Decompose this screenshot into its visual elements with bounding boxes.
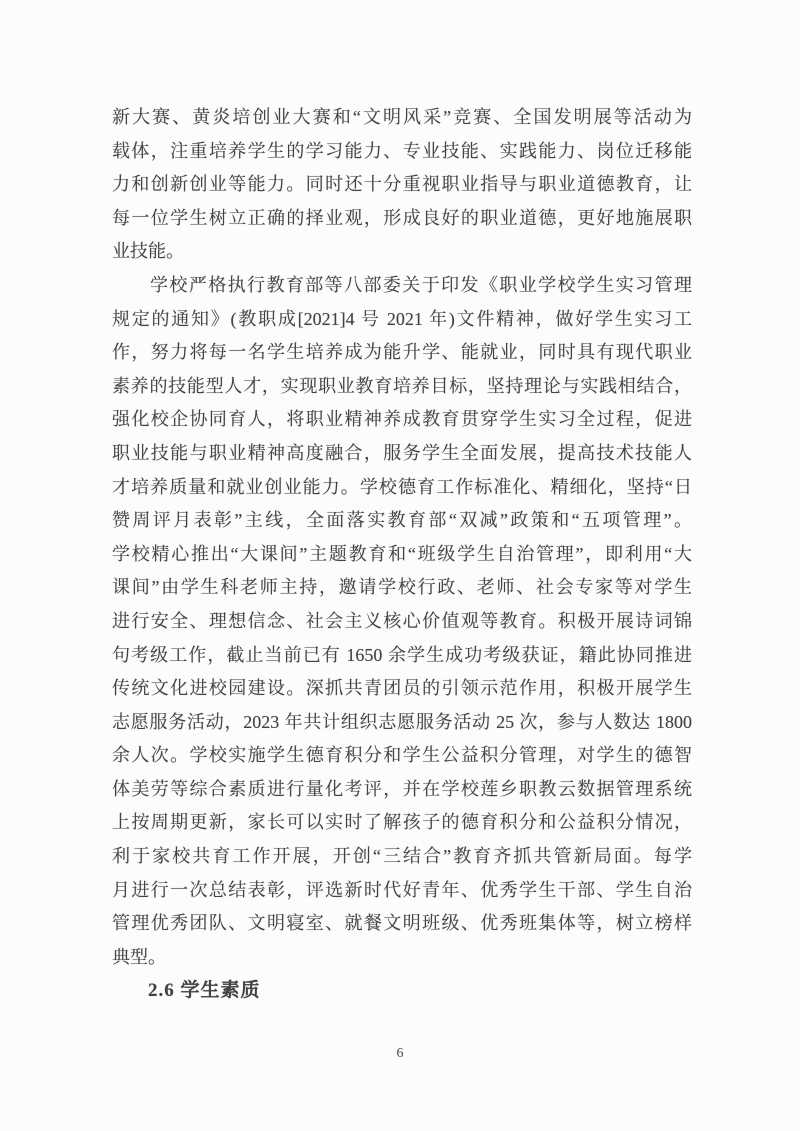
text-line: 典型。 [112,946,166,967]
text-line: 余人次。学校实施学生德育积分和学生公益积分管理，对学生的德智 [112,745,692,766]
text-line: 体美劳等综合素质进行量化考评，并在学校莲乡职教云数据管理系统 [112,778,692,799]
page-number: 6 [396,1046,404,1061]
text-line: 传统文化进校园建设。深抓共青团员的引领示范作用，积极开展学生 [112,678,692,699]
text-line: 赞周评月表彰”主线，全面落实教育部“双减”政策和“五项管理”。 [112,510,692,531]
text-line: 素养的技能型人才，实现职业教育培养目标，坚持理论与实践相结合， [112,375,692,396]
text-line: 才培养质量和就业创业能力。学校德育工作标准化、精细化，坚持“日 [112,476,692,497]
text-line: 志愿服务活动，2023 年共计组织志愿服务活动 25 次，参与人数达 1800 [112,711,692,732]
text-line: 管理优秀团队、文明寝室、就餐文明班级、优秀班集体等，树立榜样 [112,913,692,934]
body-text [112,101,692,974]
paragraph [112,101,692,269]
section-heading: 2.6 学生素质 [148,980,261,1001]
text-line: 每一位学生树立正确的择业观，形成良好的职业道德，更好地施展职 [112,207,692,228]
text-line: 强化校企协同育人，将职业精神养成教育贯穿学生实习全过程，促进 [112,409,692,430]
text-line: 学校严格执行教育部等八部委关于印发《职业学校学生实习管理 [150,274,692,295]
text-line: 力和创新创业等能力。同时还十分重视职业指导与职业道德教育，让 [112,174,692,195]
text-line: 句考级工作，截止当前已有 1650 余学生成功考级获证，籍此协同推进 [112,644,692,665]
text-line: 载体，注重培养学生的学习能力、专业技能、实践能力、岗位迁移能 [112,140,692,161]
text-line: 作，努力将每一名学生培养成为能升学、能就业，同时具有现代职业 [112,342,692,363]
text-line: 上按周期更新，家长可以实时了解孩子的德育积分和公益积分情况， [112,812,692,833]
text-line: 规定的通知》(教职成[2021]4 号 2021 年)文件精神，做好学生实习工 [112,308,692,329]
paragraph [112,269,692,974]
text-line: 业技能。 [112,241,184,262]
text-line: 课间”由学生科老师主持，邀请学校行政、老师、社会专家等对学生 [112,577,692,598]
text-line: 利于家校共育工作开展，开创“三结合”教育齐抓共管新局面。每学 [112,846,692,867]
text-line: 职业技能与职业精神高度融合，服务学生全面发展，提高技术技能人 [112,442,692,463]
text-line: 学校精心推出“大课间”主题教育和“班级学生自治管理”，即利用“大 [112,543,692,564]
text-line: 新大赛、黄炎培创业大赛和“文明风采”竞赛、全国发明展等活动为 [112,107,692,127]
text-line: 进行安全、理想信念、社会主义核心价值观等教育。积极开展诗词锦 [112,610,692,631]
text-line: 月进行一次总结表彰，评选新时代好青年、优秀学生干部、学生自治 [112,879,692,900]
